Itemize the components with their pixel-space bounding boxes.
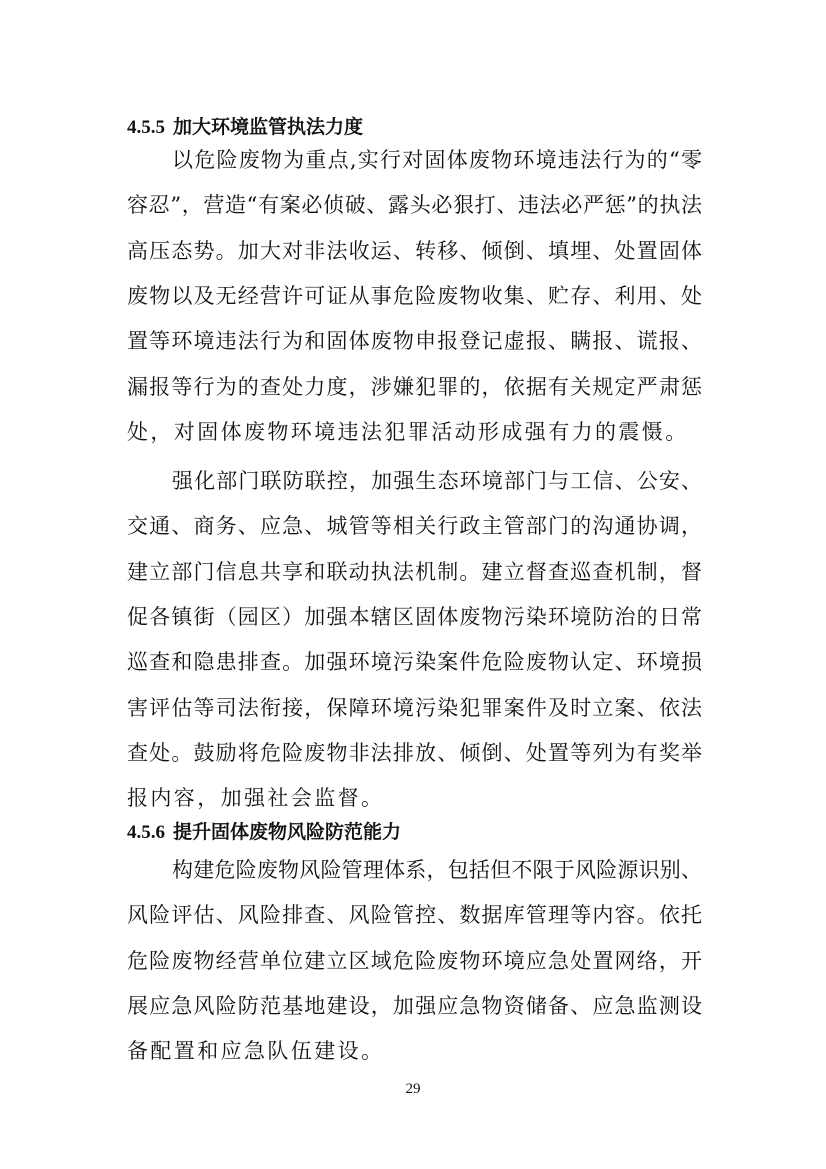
paragraph-line: 害评估等司法衔接，保障环境污染犯罪案件及时立案、依法 [127,695,702,720]
section-number: 4.5.5 [127,117,165,138]
paragraph-line: 以危险废物为重点,实行对固体废物环境违法行为的“零 [172,148,702,172]
section-title: 加大环境监管执法力度 [173,117,364,138]
section-heading [127,112,363,139]
paragraph-line: 高压态势。加大对非法收运、转移、倾倒、填埋、处置固体 [127,238,702,263]
paragraph-line: 废物以及无经营许可证从事危险废物收集、贮存、利用、处 [127,283,702,308]
paragraph-line: 漏报等行为的查处力度，涉嫌犯罪的，依据有关规定严肃惩 [127,374,702,399]
paragraph-line: 备配置和应急队伍建设。 [127,1039,385,1064]
paragraph-line: 强化部门联防联控，加强生态环境部门与工信、公安、 [172,469,702,493]
paragraph-line: 查处。鼓励将危险废物非法排放、倾倒、处置等列为有奖举 [127,740,702,765]
paragraph-line: 展应急风险防范基地建设，加强应急物资储备、应急监测设 [127,993,702,1018]
paragraph-line: 建立部门信息共享和联动执法机制。建立督查巡查机制，督 [127,559,702,584]
paragraph-line: 置等环境违法行为和固体废物申报登记虚报、瞒报、谎报、 [127,329,702,354]
paragraph-line: 容忍”，营造“有案必侦破、露头必狠打、违法必严惩”的执法 [127,193,702,218]
paragraph-line: 风险评估、风险排查、风险管控、数据库管理等内容。依托 [127,903,702,928]
paragraph-line: 处，对固体废物环境违法犯罪活动形成强有力的震慑。 [127,419,689,444]
page-number: 29 [405,1081,421,1097]
section-title: 提升固体废物风险防范能力 [173,822,402,843]
section-heading [127,817,401,844]
paragraph-line: 交通、商务、应急、城管等相关行政主管部门的沟通协调， [127,514,702,539]
paragraph-line: 促各镇街（园区）加强本辖区固体废物污染环境防治的日常 [127,604,702,629]
paragraph-line: 报内容，加强社会监督。 [127,786,385,811]
paragraph-line: 危险废物经营单位建立区域危险废物环境应急处置网络，开 [127,948,702,973]
paragraph-line: 巡查和隐患排查。加强环境污染案件危险废物认定、环境损 [127,650,702,675]
section-number: 4.5.6 [127,822,165,843]
paragraph-line: 构建危险废物风险管理体系，包括但不限于风险源识别、 [172,858,702,882]
